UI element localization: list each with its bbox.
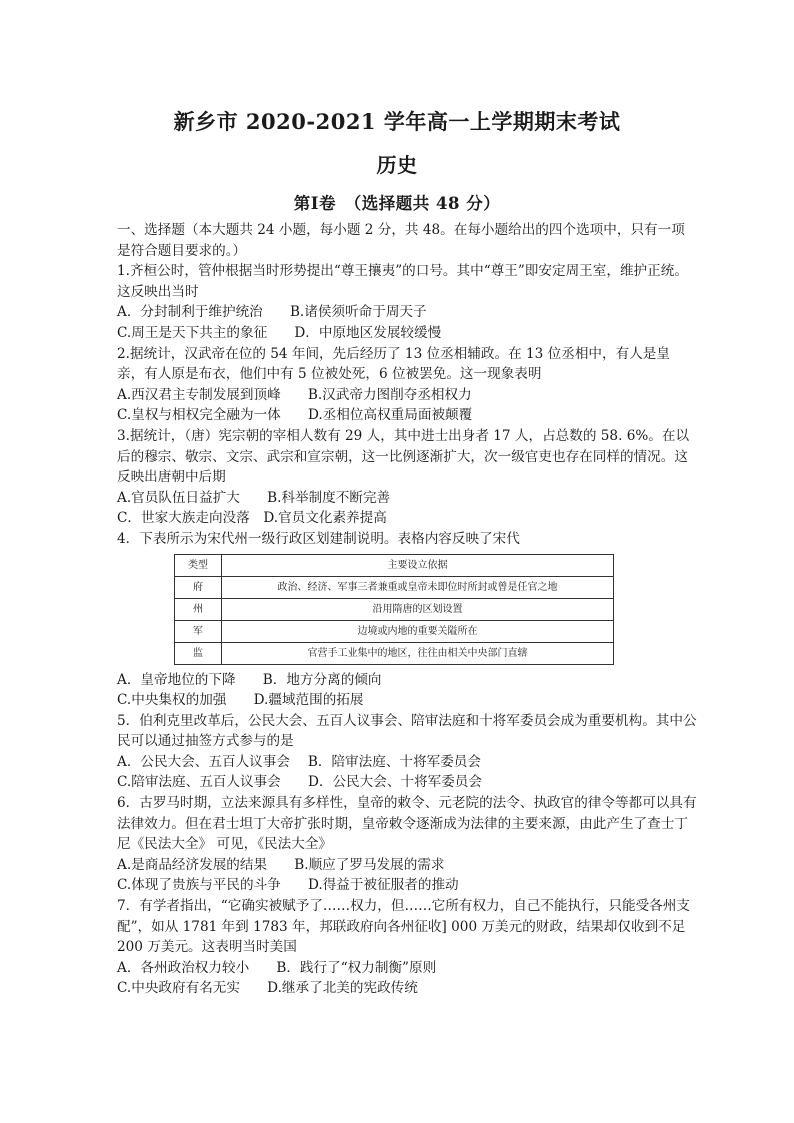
question-stem: 1.齐桓公时，管仲根据当时形势提出“尊王攘夷”的口号。其中“尊王”即安定周王室，维护正统。这反映出当时	[117, 263, 688, 300]
question-stem: 2.据统计，汉武帝在位的 54 年间，先后经历了 13 位丞相辅政。在 13 位丞相中，有人是皇亲，有人原是布衣，他们中有 5 位被处死，6 位被罢免。这一现象表明	[117, 345, 670, 383]
table-row	[175, 576, 614, 598]
table-cell-type: 监	[175, 642, 222, 664]
question-5	[117, 711, 697, 793]
question-stem: 6．古罗马时期，立法来源具有多样性，皇帝的敕令、元老院的法令、执政官的律令等都可以具有法律效力。但在君士坦丁大帝扩张时期，皇帝敕令逐渐成为法律的主要来源，由此产生了查士丁尼《民法大全》 可见，《民法大全》	[117, 795, 697, 853]
table-cell-basis: 政治、经济、军事三者兼重或皇帝未即位时所封或曾是任官之地	[222, 576, 614, 598]
question-1	[117, 261, 697, 343]
question-7	[117, 896, 697, 999]
question-2	[117, 344, 697, 426]
table-cell-type: 府	[175, 576, 222, 598]
options-ab: A．公民大会、五百人议事会 B．陪审法庭、十将军委员会	[117, 753, 481, 770]
options-ab: A.是商品经济发展的结果 B.顺应了罗马发展的需求	[117, 856, 445, 873]
table-cell-type: 军	[175, 620, 222, 642]
options-cd: C．世家大族走向没落 D.官员文化素养提高	[117, 510, 387, 527]
table-row	[175, 598, 614, 620]
prefecture-table	[174, 554, 614, 665]
options-ab: A．分封制利于维护统治 B.诸侯须听命于周天子	[117, 304, 427, 321]
table-cell-basis: 边境或内地的重要关隘所在	[222, 620, 614, 642]
table-header-cell: 类型	[175, 554, 222, 576]
section-instructions: 一、选择题（本大题共 24 小题，每小题 2 分，共 48。在每小题给出的四个选项中，只有一项是符合题目要求的。）	[117, 222, 685, 259]
table-header-row	[175, 554, 614, 576]
options-cd: C.体现了贵族与平民的斗争 D.得益于被征服者的推动	[117, 877, 459, 894]
options-cd: C.皇权与相权完全融为一体 D.丞相位高权重局面被颠覆	[117, 407, 473, 424]
volume-title: 第Ⅰ卷 （选择题共 48 分）	[293, 194, 501, 213]
subject-title: 历史	[376, 153, 418, 177]
options-ab: A.官员队伍日益扩大 B.科举制度不断完善	[117, 489, 391, 506]
table-row	[175, 642, 614, 664]
options-cd: C.中央集权的加强 D.疆域范围的拓展	[117, 692, 364, 709]
table-row	[175, 620, 614, 642]
question-3	[117, 426, 697, 529]
question-stem: 5．伯利克里改革后，公民大会、五百人议事会、陪审法庭和十将军委员会成为重要机构。其中公民可以通过抽签方式参与的是	[117, 712, 697, 750]
options-ab: A.西汉君主专制发展到顶峰 B.汉武帝力图削夺丞相权力	[117, 386, 472, 403]
options-cd: C.陪审法庭、五百人议事会 D．公民大会、十将军委员会	[117, 774, 482, 791]
options-cd: C.中央政府有名无实 D.继承了北美的宪政传统	[117, 980, 418, 997]
options-cd: C.周王是天下共主的象征 D．中原地区发展较缓慢	[117, 324, 442, 341]
question-stem: 3.据统计，（唐）宪宗朝的宰相人数有 29 人，其中进士出身者 17 人，占总数的 58. 6%。在以后的穆宗、敬宗、文宗、武宗和宣宗朝，这一比例逐渐扩大，次一级官吏也存在同样的情况。这反映出唐朝中后期	[117, 427, 690, 486]
question-stem: 7．有学者指出，“它确实被赋予了……权力，但……它所有权力，自己不能执行，只能受各州支配”，如从 1781 年到 1783 年，邦联政府向各州征收] 000 万美元的财政，结果却仅收到不足 200 万美元。这表明当时美国	[117, 898, 690, 956]
options-ab: A．各州政治权力较小 B．践行了“权力制衡”原则	[117, 959, 437, 976]
options-ab: A．皇帝地位的下降 B．地方分离的倾向	[117, 671, 382, 688]
question-stem: 4．下表所示为宋代州一级行政区划建制说明。表格内容反映了宋代	[117, 530, 520, 547]
table-cell-basis: 沿用隋唐的区划设置	[222, 598, 614, 620]
exam-content	[117, 220, 697, 999]
table-cell-basis: 官营手工业集中的地区，往往由相关中央部门直辖	[222, 642, 614, 664]
table-header-cell: 主要设立依据	[222, 554, 614, 576]
question-6	[117, 793, 697, 896]
exam-title: 新乡市 2020-2021 学年高一上学期期末考试	[173, 109, 621, 134]
question-4	[117, 529, 697, 711]
table-cell-type: 州	[175, 598, 222, 620]
